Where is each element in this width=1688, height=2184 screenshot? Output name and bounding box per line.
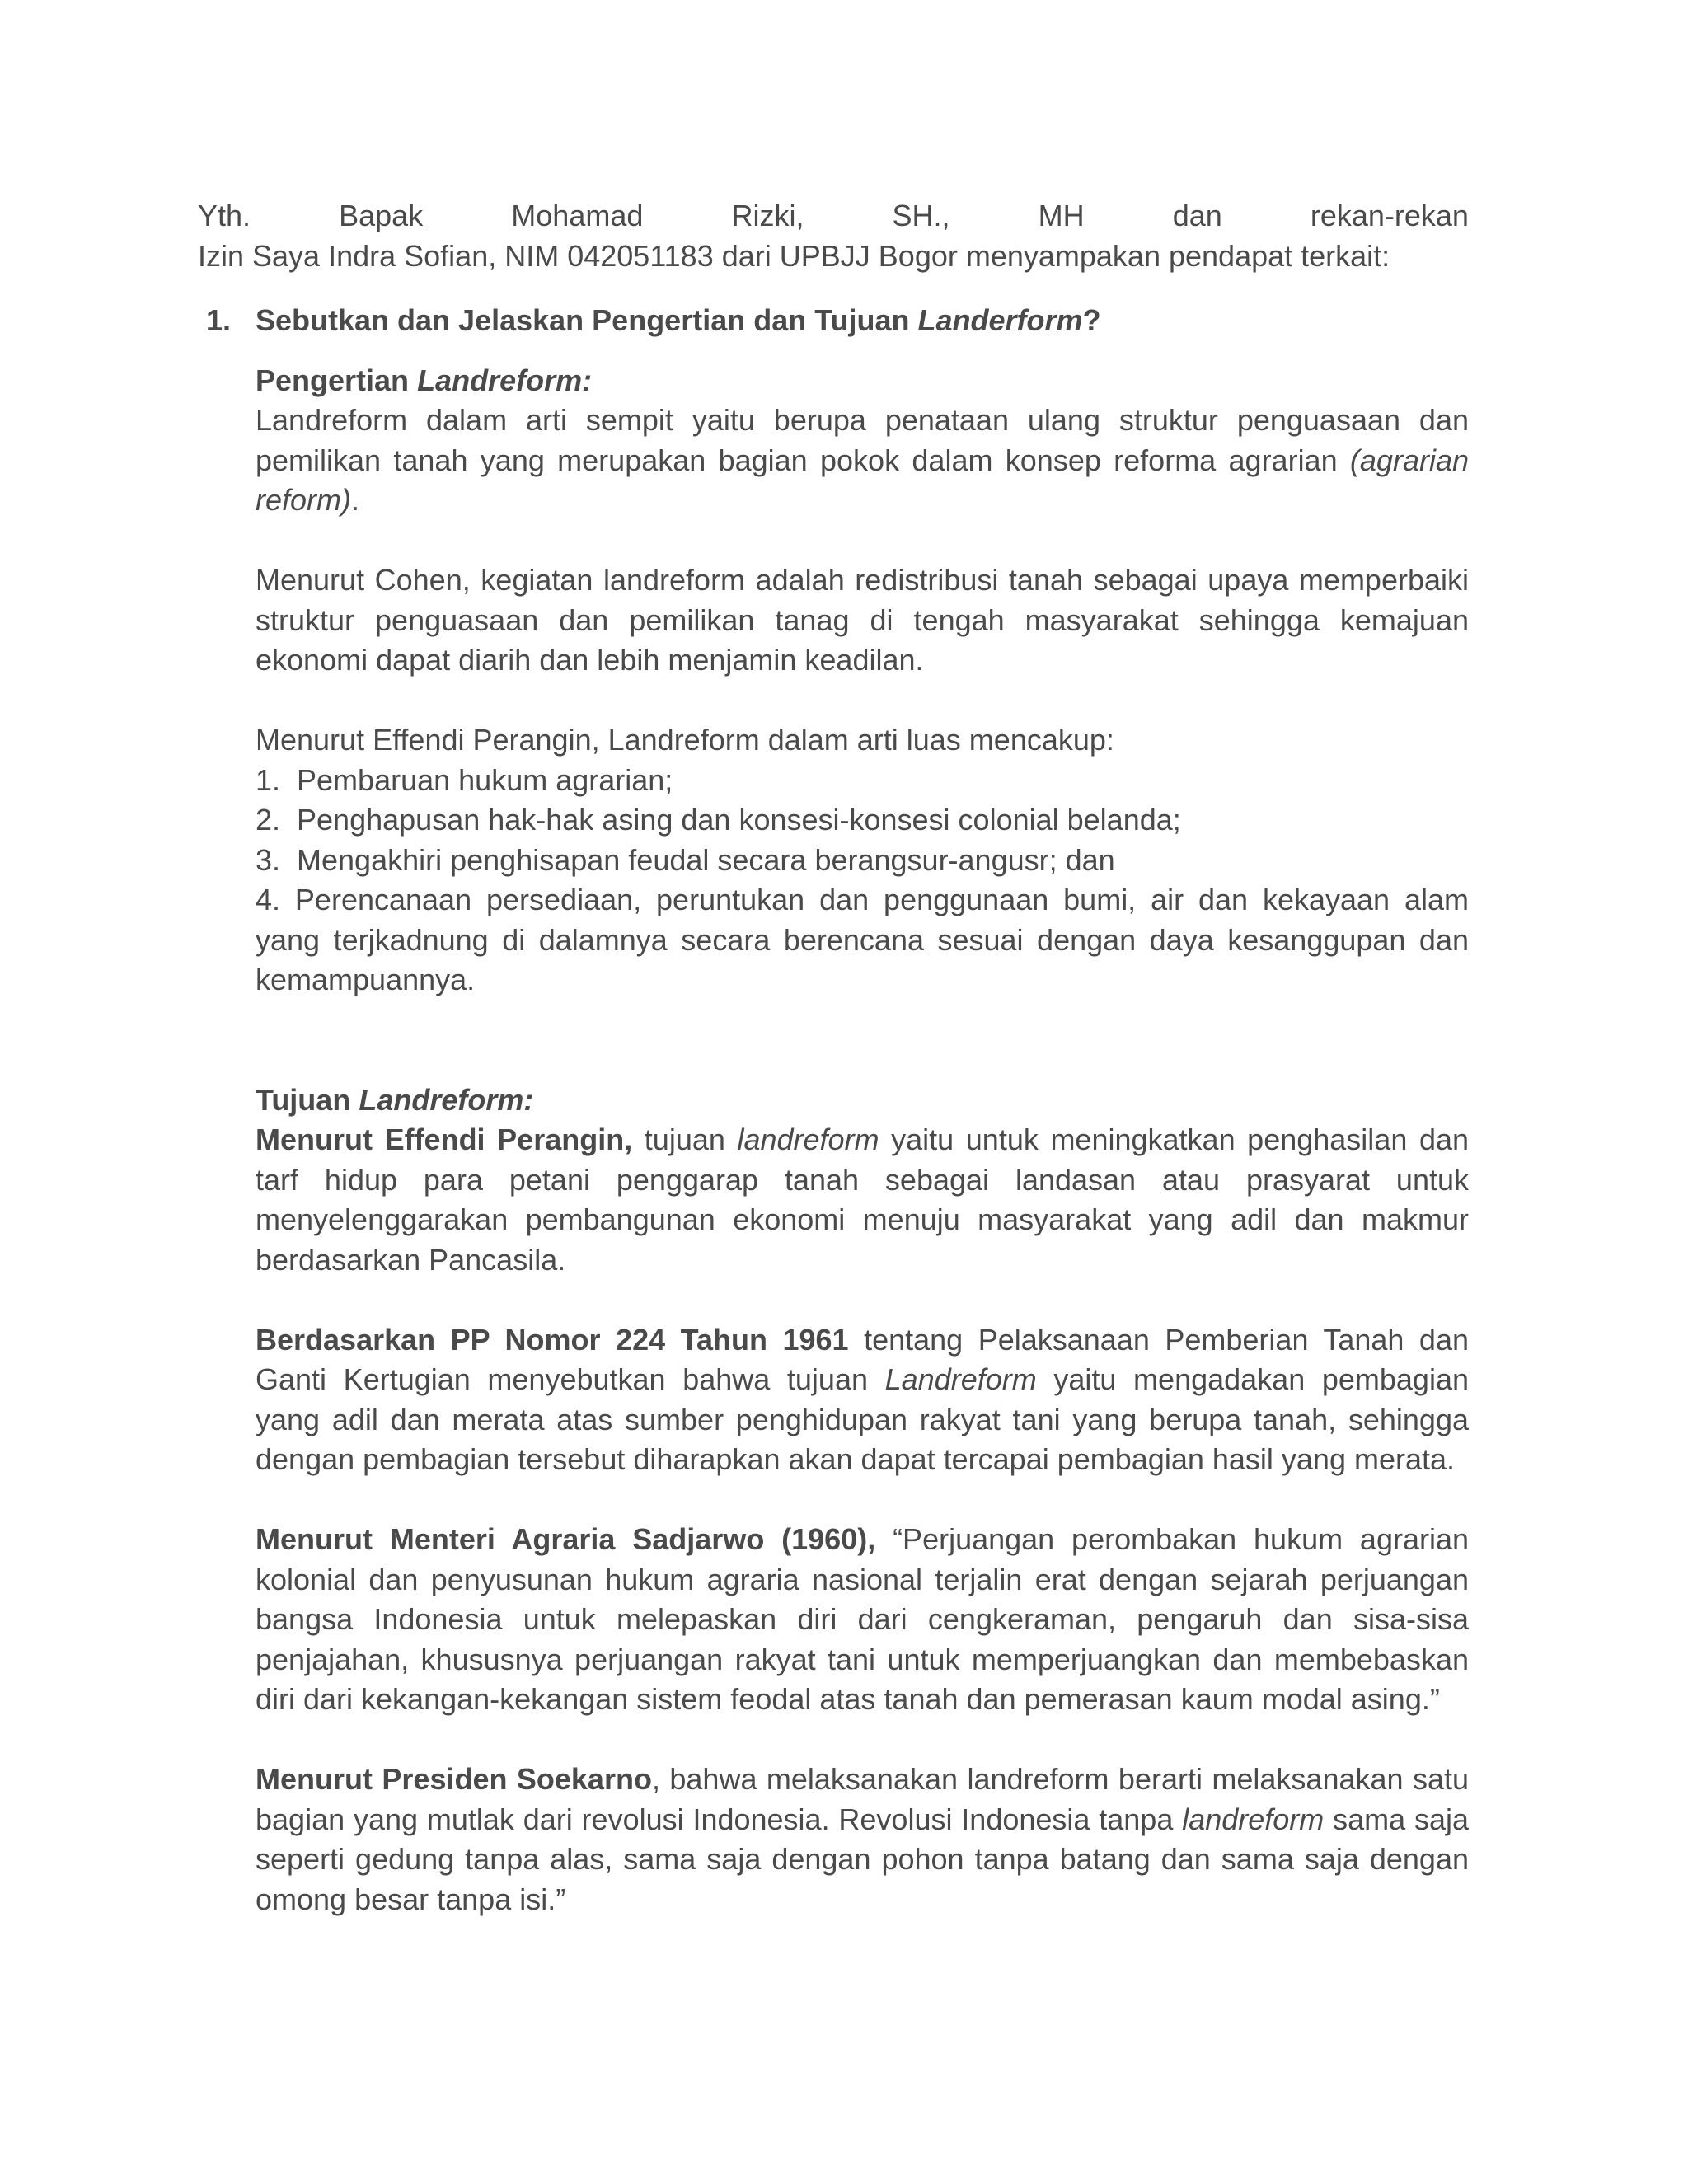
question-number: 1. (206, 303, 232, 337)
pengertian-paragraph-1 (256, 401, 1469, 521)
question-heading (198, 301, 1469, 341)
document-page (198, 196, 1469, 1919)
tujuan-paragraph-2 (256, 1320, 1469, 1480)
tujuan-heading (256, 1080, 1469, 1121)
paragraph-italic: landreform (1182, 1802, 1325, 1836)
paragraph-text: yaitu mengadakan pembagian yang adil dan merata atas sumber penghidupan rakyat tani yang berupa tanah, sehingga dengan pembagian tersebut diharapkan akan dapat tercapai pembagian hasil yang merata. (256, 1362, 1469, 1476)
pengertian-list-intro: Menurut Effendi Perangin, Landreform dalam arti luas mencakup: (256, 723, 1114, 757)
paragraph-bold: Menurut Effendi Perangin, (256, 1122, 633, 1156)
paragraph-text: sama saja seperti gedung tanpa alas, sama saja dengan pohon tanpa batang dan sama saja dengan omong besar tanpa isi.” (256, 1802, 1470, 1916)
answer-body (198, 341, 1469, 1920)
greeting-word: Yth. (198, 199, 251, 232)
question-text-end: ? (1082, 303, 1101, 337)
list-item: 2. Penghapusan hak-hak asing dan konsesi-konsesi colonial belanda; (256, 803, 1181, 837)
list-item: 1. Pembaruan hukum agrarian; (256, 762, 673, 797)
greeting-word: Bapak (339, 199, 424, 232)
pengertian-heading-italic: Landreform: (417, 363, 593, 397)
greeting-word: SH., (892, 199, 950, 232)
greeting-word: Mohamad (511, 199, 644, 232)
paragraph-text: Landreform dalam arti sempit yaitu berupa penataan ulang struktur penguasaan dan pemilikan tanah yang merupakan bagian pokok dalam konsep reforma agrarian (256, 403, 1469, 477)
greeting-line (198, 196, 1469, 237)
tujuan-heading-italic: Landreform: (359, 1082, 534, 1117)
paragraph-italic: landreform (737, 1122, 879, 1156)
paragraph-text: yaitu untuk meningkatkan penghasilan dan tarf hidup para petani penggarap tanah sebagai landasan atau prasyarat untuk menyelenggarakan pembangunan ekonomi menuju masyarakat yang adil dan makmur berdasarkan Pancasila. (256, 1122, 1470, 1277)
paragraph-bold: Menurut Menteri Agraria Sadjarwo (1960), (256, 1522, 876, 1556)
tujuan-paragraph-4 (256, 1760, 1469, 1919)
list-item: 3. Mengakhiri penghisapan feudal secara berangsur-angusr; dan (256, 842, 1115, 877)
intro-line: Izin Saya Indra Sofian, NIM 042051183 dari UPBJJ Bogor menyampakan pendapat terkait: (198, 238, 1390, 273)
paragraph-text: tujuan (632, 1122, 738, 1156)
pengertian-heading-text: Pengertian (256, 363, 418, 397)
paragraph-text-end: . (351, 483, 360, 517)
paragraph-text: “Perjuangan perombakan hukum agrarian kolonial dan penyusunan hukum agraria nasional terjalin erat dengan sejarah perjuangan bangsa Indonesia untuk melepaskan diri dari cengkeraman, pengaruh dan sisa-sisa penjajahan, khususnya perjuangan rakyat tani untuk memperjuangkan dan membebaskan diri dari kekangan-kekangan sistem feodal atas tanah dan pemerasan kaum modal asing.” (256, 1522, 1469, 1716)
pengertian-paragraph-2: Menurut Cohen, kegiatan landreform adalah redistribusi tanah sebagai upaya memperbaiki struktur penguasaan dan pemilikan tanag di tengah masyarakat sehingga kemajuan ekonomi dapat diarih dan lebih menjamin keadilan. (256, 563, 1469, 677)
paragraph-italic: Landreform (884, 1362, 1037, 1396)
tujuan-paragraph-3 (256, 1520, 1469, 1720)
pengertian-heading (256, 361, 1469, 401)
paragraph-text: tentang Pelaksanaan Pemberian Tanah dan Ganti Kertugian menyebutkan bahwa tujuan (256, 1322, 1469, 1396)
greeting-word: dan (1172, 199, 1222, 232)
greeting-word: rekan-rekan (1310, 199, 1469, 232)
question-text: Sebutkan dan Jelaskan Pengertian dan Tujuan (256, 303, 918, 337)
list-item: 4. Perencanaan persediaan, peruntukan dan penggunaan bumi, air dan kekayaan alam yang terjkadnung di dalamnya secara berencana sesuai dengan daya kesanggupan dan kemampuannya. (256, 883, 1469, 996)
paragraph-text: , bahwa melaksanakan landreform berarti melaksanakan satu bagian yang mutlak dari revolusi Indonesia. Revolusi Indonesia tanpa (256, 1762, 1470, 1836)
tujuan-paragraph-1 (256, 1120, 1469, 1280)
paragraph-bold: Menurut Presiden Soekarno (256, 1762, 652, 1796)
paragraph-bold: Berdasarkan PP Nomor 224 Tahun 1961 (256, 1322, 849, 1357)
greeting-word: Rizki, (731, 199, 804, 232)
greeting-word: MH (1038, 199, 1085, 232)
paragraph-italic: (agrarian reform) (256, 443, 1469, 517)
question-text-italic: Landerform (917, 303, 1083, 337)
tujuan-heading-text: Tujuan (256, 1082, 359, 1117)
